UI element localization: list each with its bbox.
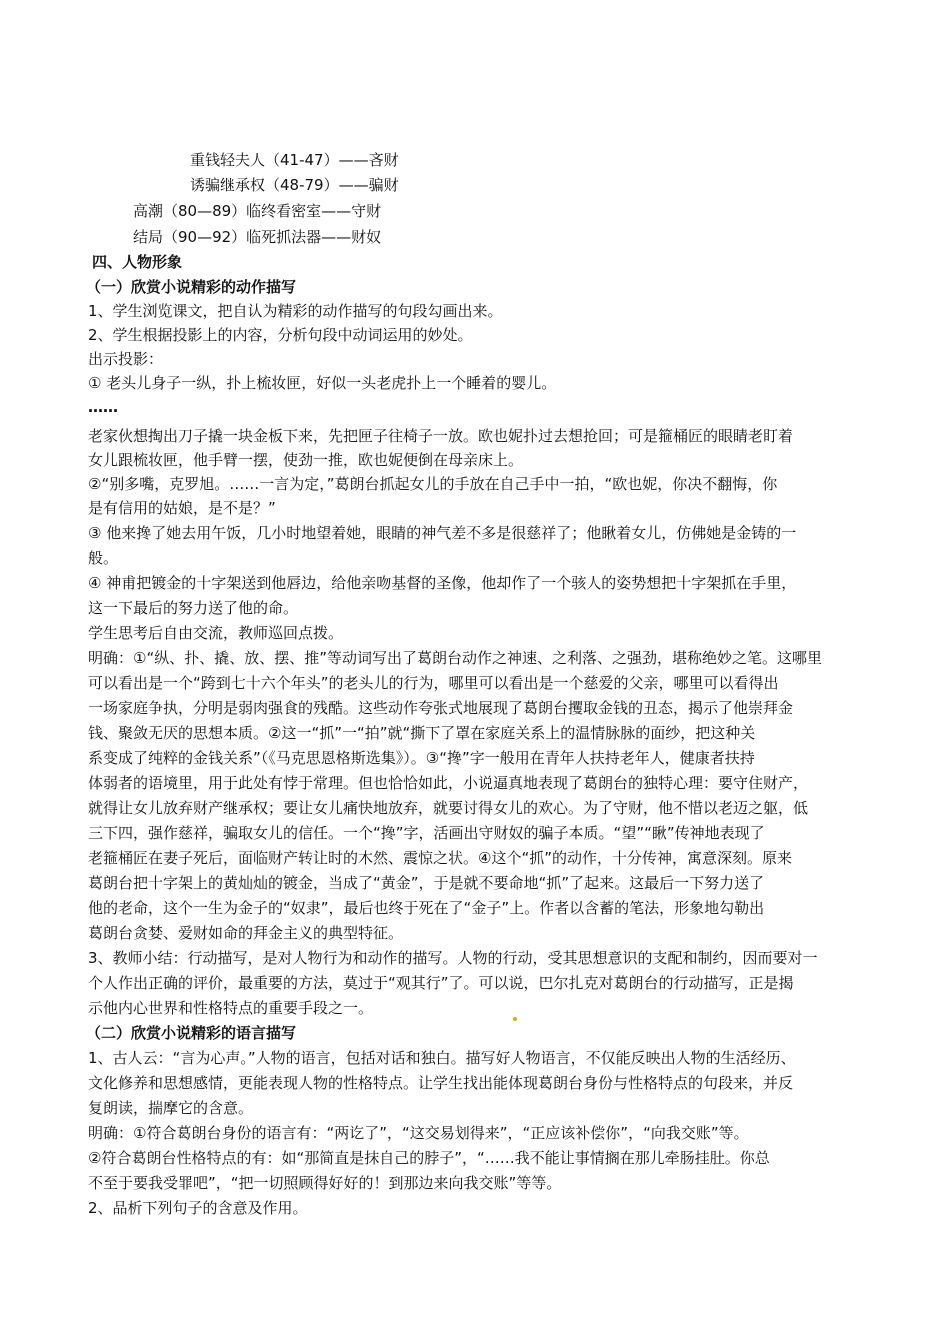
text-cursor-mark	[513, 1017, 517, 1021]
body-line: 2、学生根据投影上的内容，分析句段中动词运用的妙处。	[88, 326, 473, 344]
body-line: 钱、聚敛无厌的思想本质。②这一“抓”一“拍”就“撕下了罩在家庭关系上的温情脉脉的面纱，把这种关	[88, 724, 756, 742]
body-line: 一场家庭争执，分明是弱肉强食的残酷。这些动作夸张式地展现了葛朗台攫取金钱的丑态，揭示了他崇拜金	[88, 699, 794, 717]
outline-line-3: 高潮（80—89）临终看密室——守财	[133, 202, 382, 220]
body-line: ③ 他来搀了她去用午饭，几小时地望着她，眼睛的神气差不多是很慈祥了；他瞅着女儿，仿佛她是金铸的一	[88, 524, 797, 542]
subsection-heading-language: （二）欣赏小说精彩的语言描写	[86, 1024, 297, 1042]
body-line: 3、教师小结：行动描写，是对人物行为和动作的描写。人物的行动，受其思想意识的支配和制约，因而要对一	[88, 949, 818, 967]
body-line: 个人作出正确的评价，最重要的方法，莫过于“观其行”了。可以说，巴尔扎克对葛朗台的行动描写，正是揭	[88, 974, 794, 992]
body-line: ① 老头儿身子一纵，扑上梳妆匣，好似一头老虎扑上一个睡着的婴儿。	[88, 374, 557, 392]
body-line: 可以看出是一个“跨到七十六个年头”的老头儿的行为，哪里可以看出是一个慈爱的父亲，哪里可以看得出	[88, 674, 779, 692]
section-heading: 四、人物形象	[92, 253, 183, 271]
body-line: 明确：①“纵、扑、撬、放、摆、推”等动词写出了葛朗台动作之神速、之利落、之强劲，堪称绝妙之笔。这哪里	[88, 649, 822, 667]
body-line: 1、古人云：“言为心声。”人物的语言，包括对话和独白。描写好人物语言，不仅能反映出人物的生活经历、	[88, 1049, 796, 1067]
body-line: 示他内心世界和性格特点的重要手段之一。	[88, 999, 374, 1017]
body-line: 学生思考后自由交流，教师巡回点拨。	[88, 624, 344, 642]
subsection-heading-action: （一）欣赏小说精彩的动作描写	[86, 278, 297, 296]
body-line: 系变成了纯粹的金钱关系”（《马克思恩格斯选集》）。③“搀”字一般用在青年人扶持老年人，健康者扶持	[88, 749, 755, 767]
outline-line-2: 诱骗继承权（48-79）——骗财	[190, 176, 399, 194]
body-line: 明确：①符合葛朗台身份的语言有：“两讫了”，“这交易划得来”，“正应该补偿你”，“向我交账”等。	[88, 1124, 749, 1142]
ellipsis-line: ……	[88, 398, 118, 416]
body-line: 就得让女儿放弃财产继承权；要让女儿痛快地放弃，就要讨得女儿的欢心。为了守财，他不惜以老迈之躯，低	[88, 799, 809, 817]
body-line: 1、学生浏览课文，把自认为精彩的动作描写的句段勾画出来。	[88, 302, 503, 320]
body-line: 葛朗台把十字架上的黄灿灿的镀金，当成了“黄金”，于是就不要命地“抓”了起来。这最后一下努力送了	[88, 874, 765, 892]
body-line: 女儿跟梳妆匣，他手臂一摆，使劲一推，欧也妮便倒在母亲床上。	[88, 451, 524, 469]
body-line: 这一下最后的努力送了他的命。	[88, 599, 299, 617]
body-line: 复朗读，揣摩它的含意。	[88, 1099, 254, 1117]
body-line: 是有信用的姑娘，是不是？”	[88, 499, 276, 517]
body-line: 老家伙想掏出刀子撬一块金板下来，先把匣子往椅子一放。欧也妮扑过去想抢回；可是箍桶匠的眼睛老盯着	[88, 427, 794, 445]
body-line: 三下四，强作慈祥，骗取女儿的信任。一个“搀”字，活画出守财奴的骗子本质。“望”“瞅”传神地表现了	[88, 824, 765, 842]
body-line: ④ 神甫把镀金的十字架送到他唇边，给他亲吻基督的圣像，他却作了一个骇人的姿势想把十字架抓在手里，	[88, 574, 797, 592]
body-line: 文化修养和思想感情，更能表现人物的性格特点。让学生找出能体现葛朗台身份与性格特点的句段来，并反	[88, 1074, 794, 1092]
body-line: 他的老命，这个一生为金子的“奴隶”，最后也终于死在了“金子”上。作者以含蓄的笔法，形象地勾勒出	[88, 899, 765, 917]
body-line: 葛朗台贪婪、爱财如命的拜金主义的典型特征。	[88, 924, 404, 942]
body-line: 不至于要我受罪吧”，“把一切照顾得好好的！到那边来向我交账”等等。	[88, 1174, 562, 1192]
body-line: 体弱者的语境里，用于此处有悖于常理。但也恰恰如此，小说逼真地表现了葛朗台的独特心理：要守住财产，	[88, 774, 809, 792]
body-line: 出示投影：	[88, 350, 164, 368]
body-line: ②“别多嘴，克罗旭。……一言为定，”葛朗台抓起女儿的手放在自己手中一拍，“欧也妮，你决不翻悔，你	[88, 475, 778, 493]
body-line: 2、品析下列句子的含意及作用。	[88, 1199, 308, 1217]
body-line: 老箍桶匠在妻子死后，面临财产转让时的木然、震惊之状。④这个“抓”的动作，十分传神，寓意深刻。原来	[88, 849, 792, 867]
outline-line-4: 结局（90—92）临死抓法器——财奴	[133, 228, 382, 246]
body-line: ②符合葛朗台性格特点的有：如“那简直是抹自己的脖子”，“……我不能让事情搁在那儿牵肠挂肚。你总	[88, 1149, 770, 1167]
outline-line-1: 重钱轻夫人（41-47）——吝财	[190, 151, 399, 169]
body-line: 般。	[88, 549, 119, 567]
